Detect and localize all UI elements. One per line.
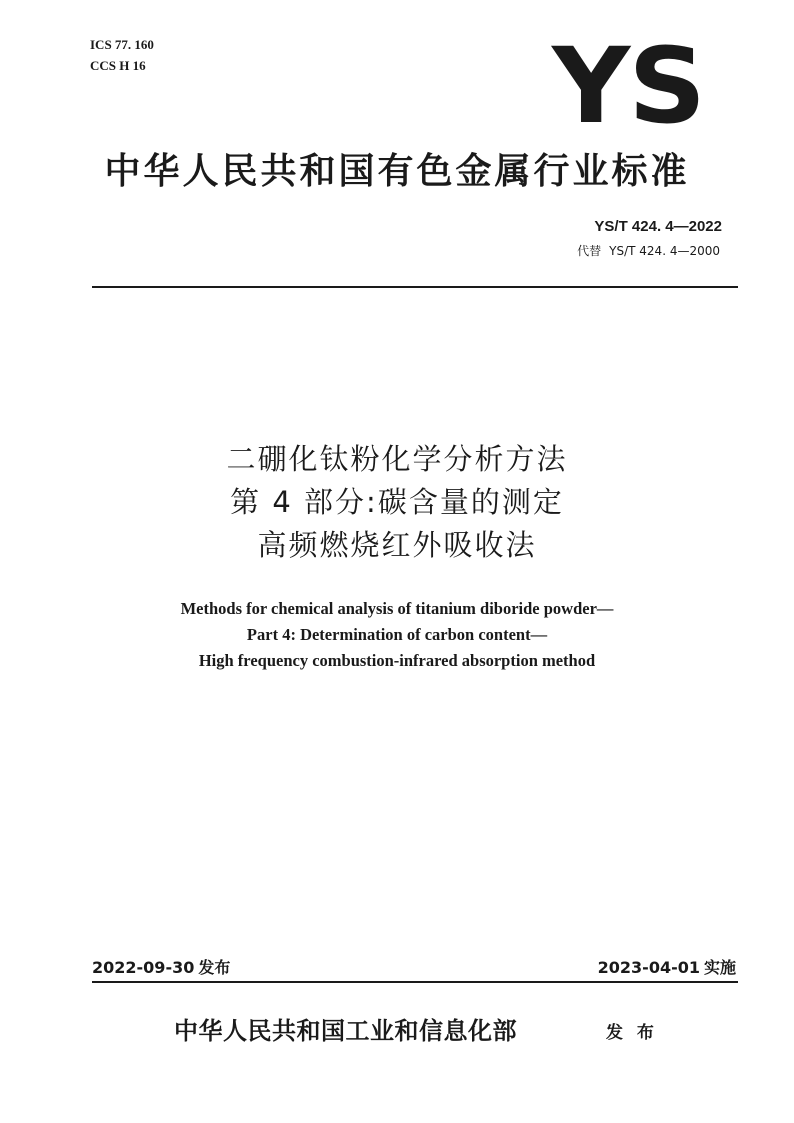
english-title-block	[0, 596, 794, 674]
english-title-line-1: Methods for chemical analysis of titanium diboride powder—	[180, 599, 614, 618]
footer-divider	[92, 981, 738, 983]
replaced-standard-number: YS/T 424. 4—2000	[609, 244, 720, 258]
publisher-name: 中华人民共和国工业和信息化部	[174, 1016, 517, 1045]
implementation-date	[598, 958, 736, 978]
issue-date	[92, 958, 230, 978]
issue-date-value: 2022-09-30	[92, 958, 195, 977]
implementation-date-value: 2023-04-01	[597, 958, 700, 977]
standard-number: YS/T 424. 4—2022	[594, 218, 722, 235]
implementation-date-label: 实施	[703, 958, 736, 977]
replaces-label: 代替	[577, 244, 602, 258]
replaces-line	[577, 243, 720, 259]
ics-code: ICS 77. 160	[90, 37, 154, 52]
english-title-line-3: High frequency combustion-infrared absorption method	[198, 651, 596, 670]
chinese-title-line-2: 第 4 部分:碳含量的测定	[230, 485, 564, 519]
header-divider	[92, 286, 738, 288]
issue-date-label: 发布	[198, 958, 231, 977]
ccs-code: CCS H 16	[90, 58, 146, 73]
ys-logo-text: YS	[549, 38, 704, 130]
ys-logo	[548, 38, 708, 130]
chinese-title-line-1: 二硼化钛粉化学分析方法	[226, 442, 568, 476]
standard-category-title: 中华人民共和国有色金属行业标准	[104, 151, 690, 192]
chinese-title-block	[0, 438, 794, 567]
english-title-line-2: Part 4: Determination of carbon content—	[246, 625, 548, 644]
publish-label: 发 布	[606, 1023, 658, 1043]
chinese-title-line-3: 高频燃烧红外吸收法	[257, 528, 537, 562]
